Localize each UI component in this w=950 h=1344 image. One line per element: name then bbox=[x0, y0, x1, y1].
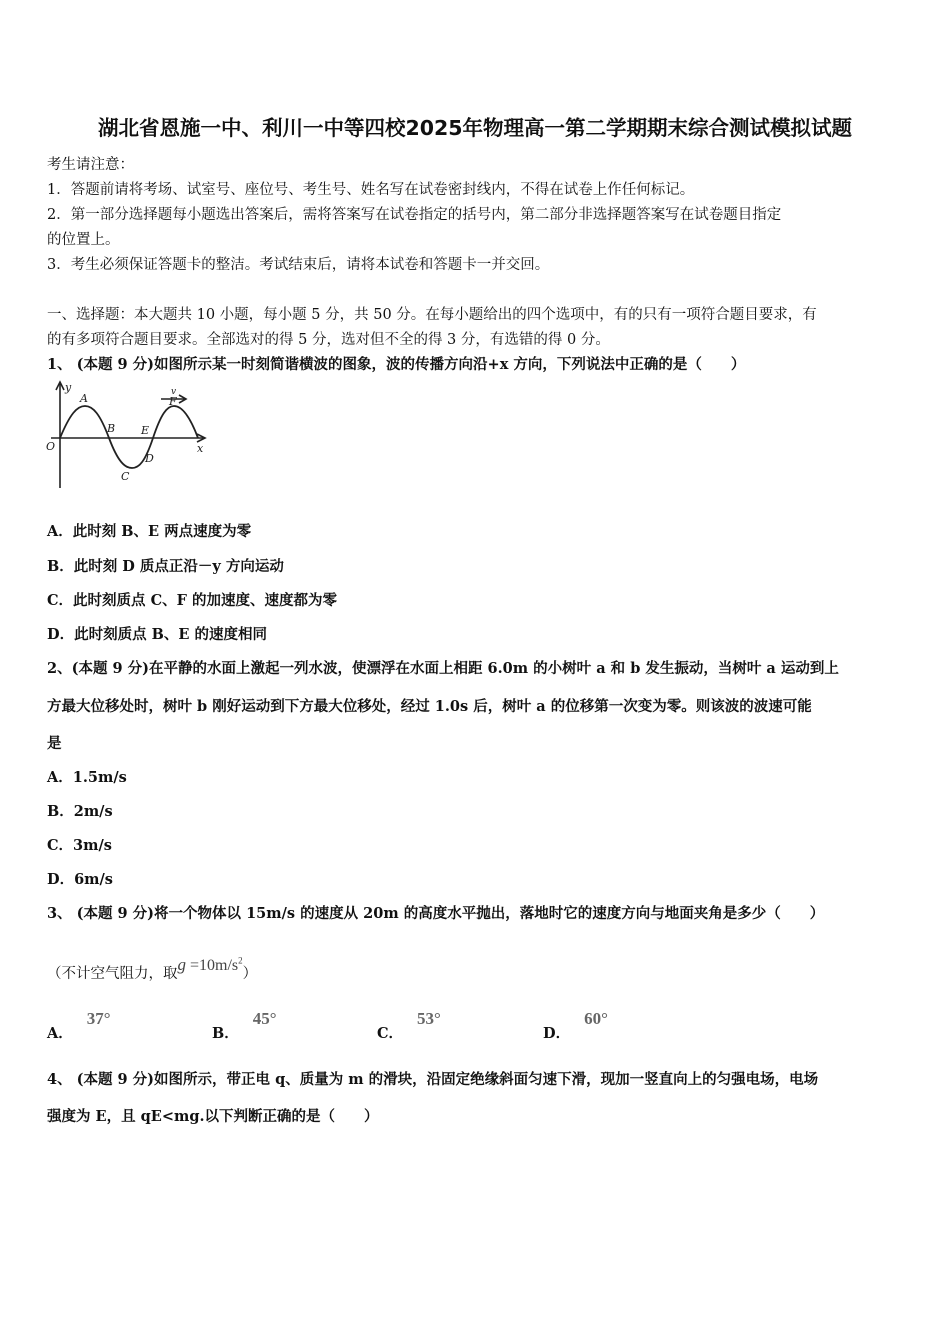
g-value: =10m/s bbox=[186, 957, 239, 974]
label-e: E bbox=[141, 424, 150, 437]
page-title: 湖北省恩施一中、利川一中等四校2025年物理高一第二学期期末综合测试模拟试题 bbox=[97, 116, 853, 140]
q2-option-d: D．6m/s bbox=[47, 871, 113, 888]
q1-stem: 1、 (本题 9 分)如图所示某一时刻简谐横波的图象，波的传播方向沿+x 方向，下列说法中正确的是（ ） bbox=[47, 356, 746, 373]
notice-heading: 考生请注意： bbox=[47, 157, 134, 173]
option-letter: A． bbox=[47, 1025, 73, 1042]
label-x: x bbox=[197, 442, 204, 455]
section-intro-line2: 的有多项符合题目要求。全部选对的得 5 分，选对但不全的得 3 分，有选错的得 0 分。 bbox=[47, 332, 610, 348]
label-y: y bbox=[65, 381, 72, 394]
wave-figure bbox=[45, 380, 210, 492]
q3-option-b bbox=[212, 1009, 277, 1043]
q4-line1: 4、 (本题 9 分)如图所示，带正电 q、质量为 m 的滑块，沿固定绝缘斜面匀速下滑，现加一竖直向上的匀强电场，电场 bbox=[47, 1071, 819, 1088]
q3-note-suffix: ） bbox=[242, 966, 258, 982]
q1-option-a: A．此时刻 B、E 两点速度为零 bbox=[47, 523, 252, 540]
q3-option-a bbox=[47, 1009, 111, 1043]
option-letter: D． bbox=[543, 1025, 571, 1042]
q1-option-c: C．此时刻质点 C、F 的加速度、速度都为零 bbox=[47, 592, 337, 609]
option-letter: B． bbox=[212, 1025, 239, 1042]
q2-line2: 方最大位移处时，树叶 b 刚好运动到下方最大位移处，经过 1.0s 后，树叶 a 的位移第一次变为零。则该波的波速可能 bbox=[47, 698, 812, 715]
label-d: D bbox=[145, 452, 154, 465]
notice-item-1: 1．答题前请将考场、试室号、座位号、考生号、姓名写在试卷密封线内，不得在试卷上作任何标记。 bbox=[47, 182, 695, 198]
label-b: B bbox=[107, 422, 116, 435]
notice-item-2: 2．第一部分选择题每小题选出答案后，需将答案写在试卷指定的括号内，第二部分非选择题答案写在试卷题目指定 bbox=[47, 207, 782, 223]
q2-option-a: A．1.5m/s bbox=[47, 769, 127, 786]
q4-line2: 强度为 E，且 qE<mg.以下判断正确的是（ ） bbox=[47, 1108, 379, 1125]
g-symbol: g bbox=[177, 955, 186, 974]
label-v: v bbox=[171, 387, 177, 397]
q2-line3: 是 bbox=[47, 735, 62, 752]
q3-stem: 3、 (本题 9 分)将一个物体以 15m/s 的速度从 20m 的高度水平抛出，落地时它的速度方向与地面夹角是多少（ ） bbox=[47, 905, 825, 922]
angle-value: 37° bbox=[86, 1009, 111, 1028]
q2-line1: 2、(本题 9 分)在平静的水面上激起一列水波，使漂浮在水面上相距 6.0m 的小树叶 a 和 b 发生振动，当树叶 a 运动到上 bbox=[47, 660, 839, 677]
q2-option-b: B．2m/s bbox=[47, 803, 113, 820]
label-o: O bbox=[46, 440, 56, 453]
q1-option-b: B．此时刻 D 质点正沿－y 方向运动 bbox=[47, 558, 284, 575]
q3-option-c bbox=[377, 1009, 441, 1043]
q3-note bbox=[47, 955, 258, 983]
wave-curve bbox=[60, 406, 198, 468]
q3-note-prefix: （不计空气阻力，取 bbox=[47, 966, 178, 982]
option-letter: C． bbox=[377, 1025, 404, 1042]
angle-value: 60° bbox=[584, 1009, 608, 1028]
label-a: A bbox=[80, 392, 88, 405]
angle-value: 45° bbox=[252, 1009, 277, 1028]
q2-option-c: C．3m/s bbox=[47, 837, 112, 854]
section-intro-line1: 一、选择题：本大题共 10 小题，每小题 5 分，共 50 分。在每小题给出的四个选项中，有的只有一项符合题目要求，有 bbox=[47, 307, 817, 323]
g-exponent: 2 bbox=[238, 955, 243, 966]
label-c: C bbox=[121, 470, 130, 483]
notice-item-2-cont: 的位置上。 bbox=[47, 232, 120, 248]
angle-value: 53° bbox=[417, 1009, 441, 1028]
g-formula bbox=[178, 957, 243, 974]
q1-option-d: D．此时刻质点 B、E 的速度相同 bbox=[47, 626, 267, 643]
notice-item-3: 3．考生必须保证答题卡的整洁。考试结束后，请将本试卷和答题卡一并交回。 bbox=[47, 257, 550, 273]
label-f: F bbox=[169, 395, 177, 408]
q3-option-d bbox=[543, 1009, 608, 1043]
